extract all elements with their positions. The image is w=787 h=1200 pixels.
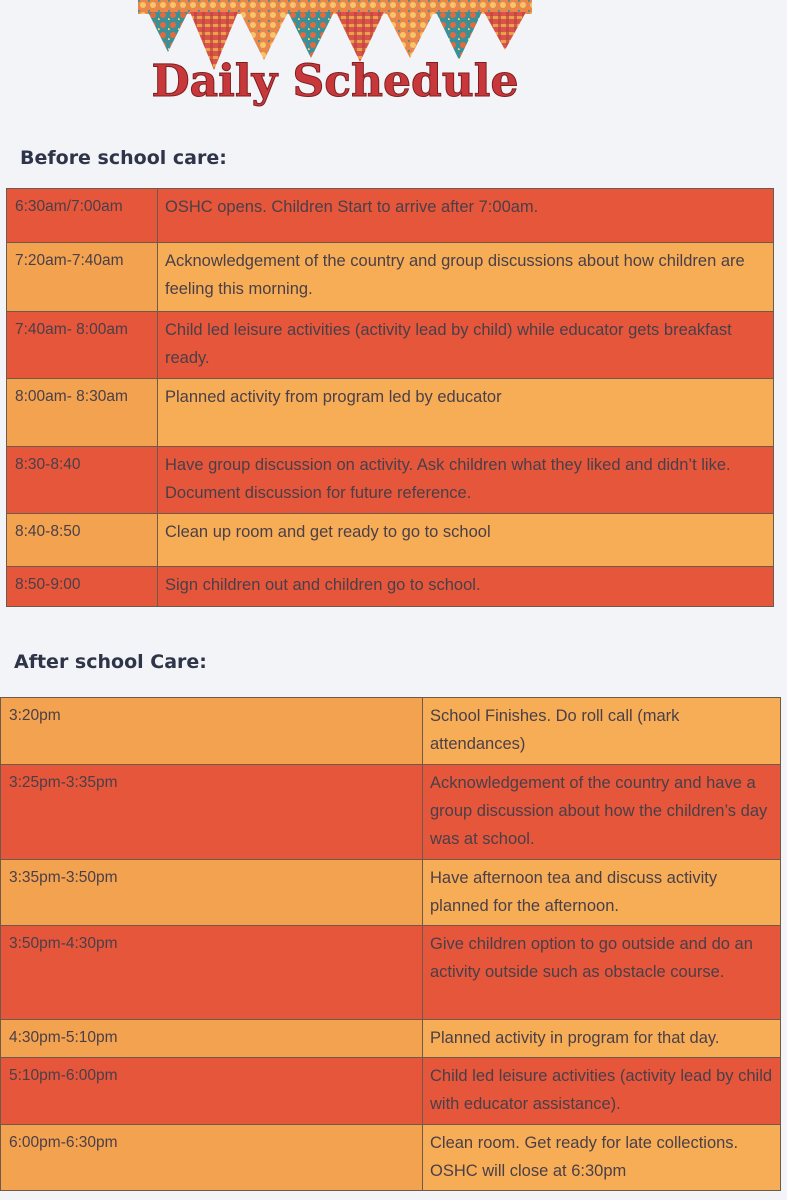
schedule-row (1, 765, 781, 860)
schedule-row (7, 243, 774, 312)
banner-title: Daily Schedule (151, 56, 519, 107)
time-cell: 4:30pm-5:10pm (1, 1020, 423, 1058)
before-school-heading: Before school care: (20, 147, 227, 169)
schedule-row (1, 860, 781, 926)
activity-cell: Child led leisure activities (activity lead by child with educator assistance). (423, 1058, 781, 1125)
schedule-row (1, 1125, 781, 1191)
time-cell: 7:20am-7:40am (7, 243, 158, 312)
activity-cell: Acknowledgement of the country and group discussions about how children are feeling this morning. (158, 243, 774, 312)
activity-cell: OSHC opens. Children Start to arrive after 7:00am. (158, 189, 774, 243)
schedule-row (7, 312, 774, 379)
daily-schedule-banner (138, 0, 532, 130)
time-cell: 3:20pm (1, 698, 423, 765)
time-cell: 8:40-8:50 (7, 514, 158, 567)
activity-cell: School Finishes. Do roll call (mark attendances) (423, 698, 781, 765)
schedule-row (1, 1020, 781, 1058)
activity-cell: Clean room. Get ready for late collections. OSHC will close at 6:30pm (423, 1125, 781, 1191)
activity-cell: Have group discussion on activity. Ask children what they liked and didn’t like. Document discussion for future reference. (158, 447, 774, 514)
activity-cell: Sign children out and children go to school. (158, 567, 774, 607)
schedule-row (7, 447, 774, 514)
schedule-row (7, 189, 774, 243)
activity-cell: Have afternoon tea and discuss activity planned for the afternoon. (423, 860, 781, 926)
schedule-row (7, 567, 774, 607)
time-cell: 3:35pm-3:50pm (1, 860, 423, 926)
activity-cell: Planned activity in program for that day. (423, 1020, 781, 1058)
schedule-row (1, 1058, 781, 1125)
schedule-row (7, 514, 774, 567)
schedule-row (1, 926, 781, 1020)
time-cell: 8:50-9:00 (7, 567, 158, 607)
time-cell: 6:30am/7:00am (7, 189, 158, 243)
time-cell: 3:50pm-4:30pm (1, 926, 423, 1020)
before-school-schedule-table (6, 188, 774, 607)
time-cell: 8:30-8:40 (7, 447, 158, 514)
schedule-row (7, 379, 774, 447)
time-cell: 3:25pm-3:35pm (1, 765, 423, 860)
activity-cell: Acknowledgement of the country and have a group discussion about how the children’s day was at school. (423, 765, 781, 860)
after-school-schedule-table (0, 697, 781, 1191)
time-cell: 5:10pm-6:00pm (1, 1058, 423, 1125)
time-cell: 8:00am- 8:30am (7, 379, 158, 447)
activity-cell: Clean up room and get ready to go to school (158, 514, 774, 567)
time-cell: 6:00pm-6:30pm (1, 1125, 423, 1191)
activity-cell: Child led leisure activities (activity lead by child) while educator gets breakfast ready. (158, 312, 774, 379)
schedule-row (1, 698, 781, 765)
after-school-heading: After school Care: (14, 651, 207, 673)
time-cell: 7:40am- 8:00am (7, 312, 158, 379)
activity-cell: Give children option to go outside and do an activity outside such as obstacle course. (423, 926, 781, 1020)
activity-cell: Planned activity from program led by educator (158, 379, 774, 447)
